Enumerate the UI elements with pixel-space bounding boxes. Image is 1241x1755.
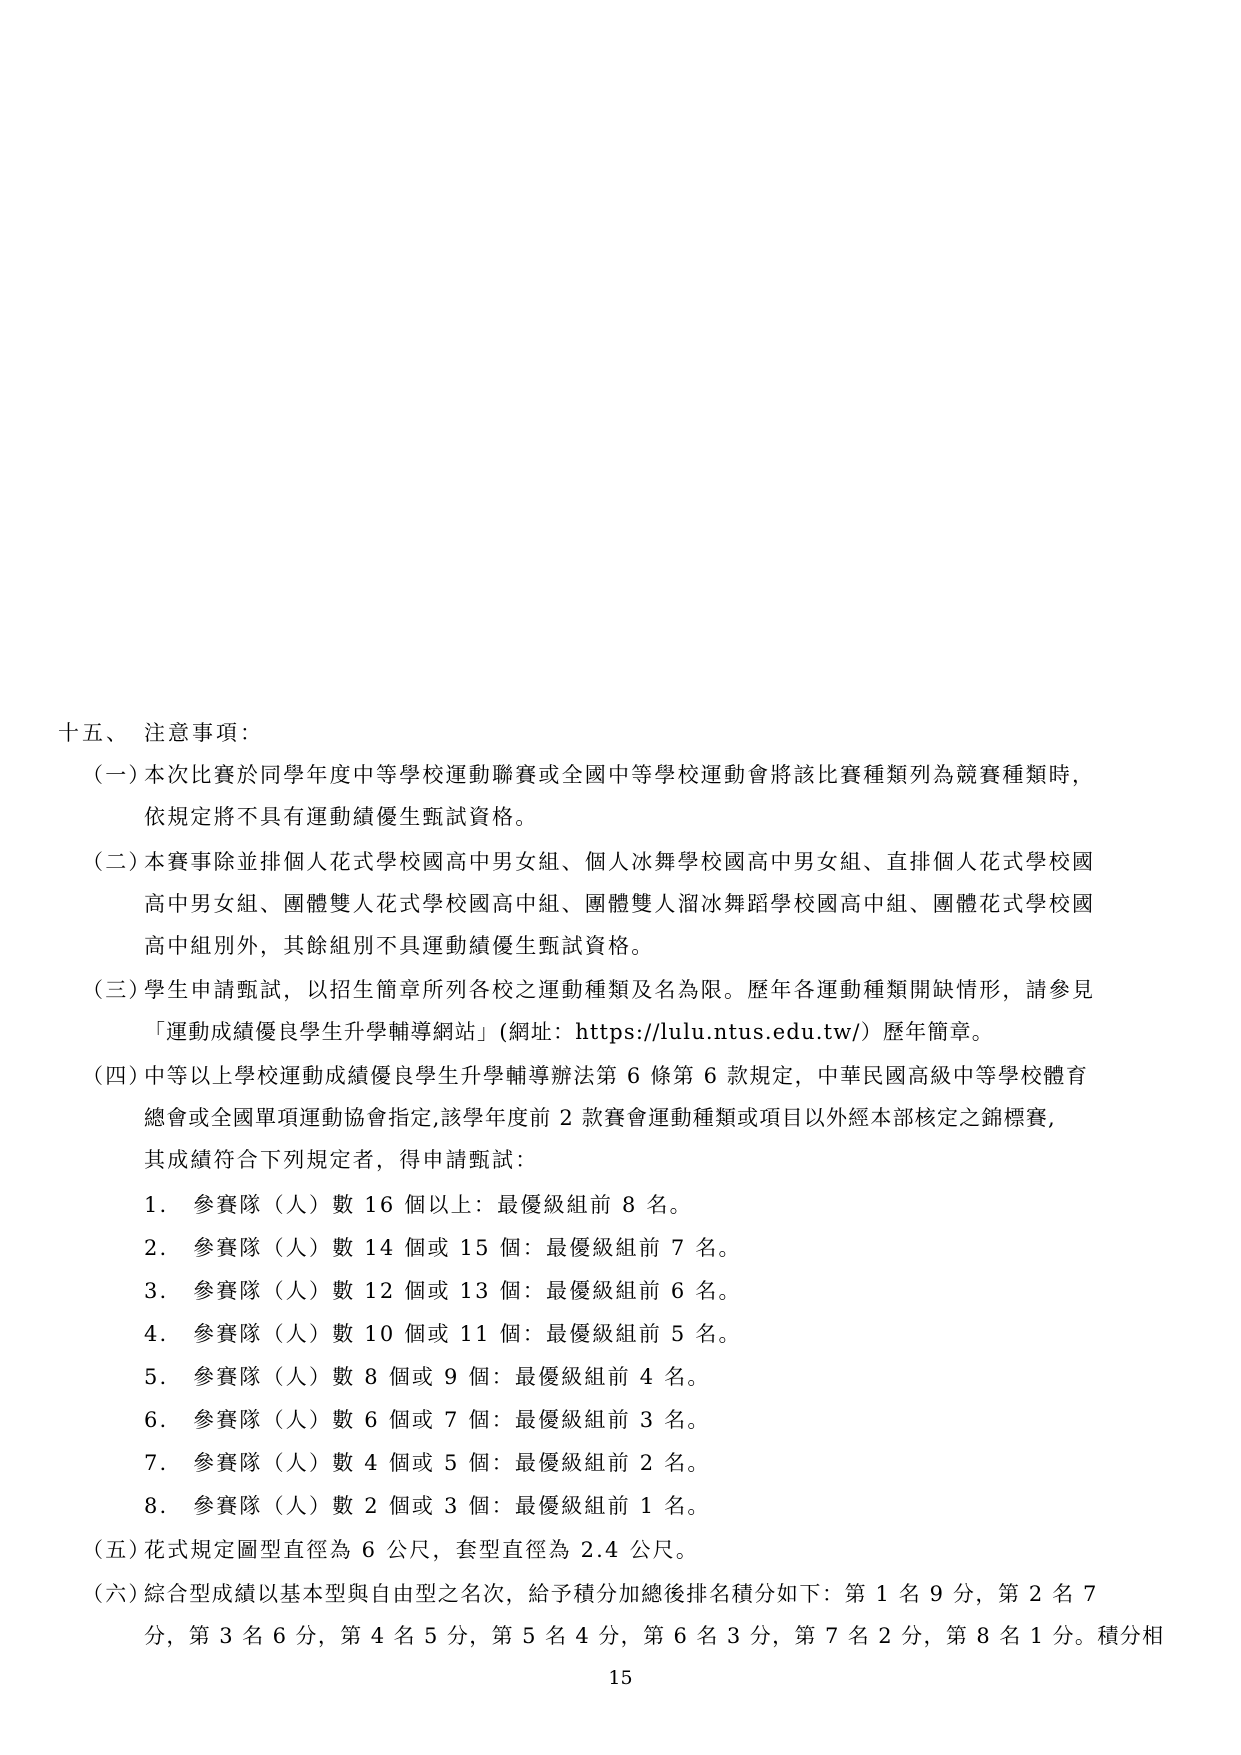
item-1-label: （一） [82, 763, 152, 787]
item-6-line-1: 綜合型成績以基本型與自由型之名次，給予積分加總後排名積分如下：第 1 名 9 分，第 2 名 7 [144, 1582, 1098, 1606]
subitem-3-text: 參賽隊（人）數 12 個或 13 個：最優級組前 6 名。 [193, 1279, 742, 1303]
item-4-label: （四） [82, 1064, 152, 1088]
section-heading [58, 718, 264, 748]
subitem-3-number: 3. [144, 1279, 169, 1303]
item-3-label: （三） [82, 978, 152, 1002]
item-5-line-1: 花式規定圖型直徑為 6 公尺，套型直徑為 2.4 公尺。 [144, 1538, 700, 1562]
subitem-5-number: 5. [144, 1365, 169, 1389]
section-number: 十五、 [58, 721, 130, 745]
subitem-2-number: 2. [144, 1236, 169, 1260]
item-2-line-1: 本賽事除並排個人花式學校國高中男女組、個人冰舞學校國高中男女組、直排個人花式學校國 [144, 850, 1096, 874]
item-4-line-2: 總會或全國單項運動協會指定,該學年度前 2 款賽會運動種類或項目以外經本部核定之錦標賽, [144, 1106, 1056, 1130]
subitem-8-text: 參賽隊（人）數 2 個或 3 個：最優級組前 1 名。 [193, 1494, 711, 1518]
subitem-4-number: 4. [144, 1322, 169, 1346]
item-6-label: （六） [82, 1582, 152, 1606]
subitem-6-text: 參賽隊（人）數 6 個或 7 個：最優級組前 3 名。 [193, 1408, 711, 1432]
item-2-line-3: 高中組別外，其餘組別不具運動績優生甄試資格。 [144, 934, 655, 958]
item-3-line-2: 「運動成績優良學生升學輔導網站」(網址：https://lulu.ntus.edu.tw/）歷年簡章。 [144, 1020, 994, 1044]
item-5-label: （五） [82, 1538, 152, 1562]
section-title: 注意事項： [144, 721, 264, 745]
item-3-line-1: 學生申請甄試，以招生簡章所列各校之運動種類及名為限。歷年各運動種類開缺情形，請參見 [144, 978, 1096, 1002]
subitem-7-number: 7. [144, 1451, 169, 1475]
item-4-line-1: 中等以上學校運動成績優良學生升學輔導辦法第 6 條第 6 款規定，中華民國高級中等學校體育 [144, 1064, 1089, 1088]
item-2-label: （二） [82, 850, 152, 874]
subitem-4-text: 參賽隊（人）數 10 個或 11 個：最優級組前 5 名。 [193, 1322, 742, 1346]
item-4-line-3: 其成績符合下列規定者，得申請甄試： [144, 1148, 539, 1172]
subitem-2-text: 參賽隊（人）數 14 個或 15 個：最優級組前 7 名。 [193, 1236, 742, 1260]
item-6-line-2: 分，第 3 名 6 分，第 4 名 5 分，第 5 名 4 分，第 6 名 3 分，第 7 名 2 分，第 8 名 1 分。積分相 [144, 1624, 1165, 1648]
subitem-5-text: 參賽隊（人）數 8 個或 9 個：最優級組前 4 名。 [193, 1365, 711, 1389]
subitem-8-number: 8. [144, 1494, 169, 1518]
item-1-line-2: 依規定將不具有運動績優生甄試資格。 [144, 805, 539, 829]
subitem-7-text: 參賽隊（人）數 4 個或 5 個：最優級組前 2 名。 [193, 1451, 711, 1475]
subitem-6-number: 6. [144, 1408, 169, 1432]
page-number: 15 [608, 1667, 633, 1689]
subitem-1-text: 參賽隊（人）數 16 個以上：最優級組前 8 名。 [193, 1193, 693, 1217]
subitem-1-number: 1. [144, 1193, 169, 1217]
item-1-line-1: 本次比賽於同學年度中等學校運動聯賽或全國中等學校運動會將該比賽種類列為競賽種類時， [144, 763, 1096, 787]
item-2-line-2: 高中男女組、團體雙人花式學校國高中組、團體雙人溜冰舞蹈學校國高中組、團體花式學校國 [144, 892, 1096, 916]
